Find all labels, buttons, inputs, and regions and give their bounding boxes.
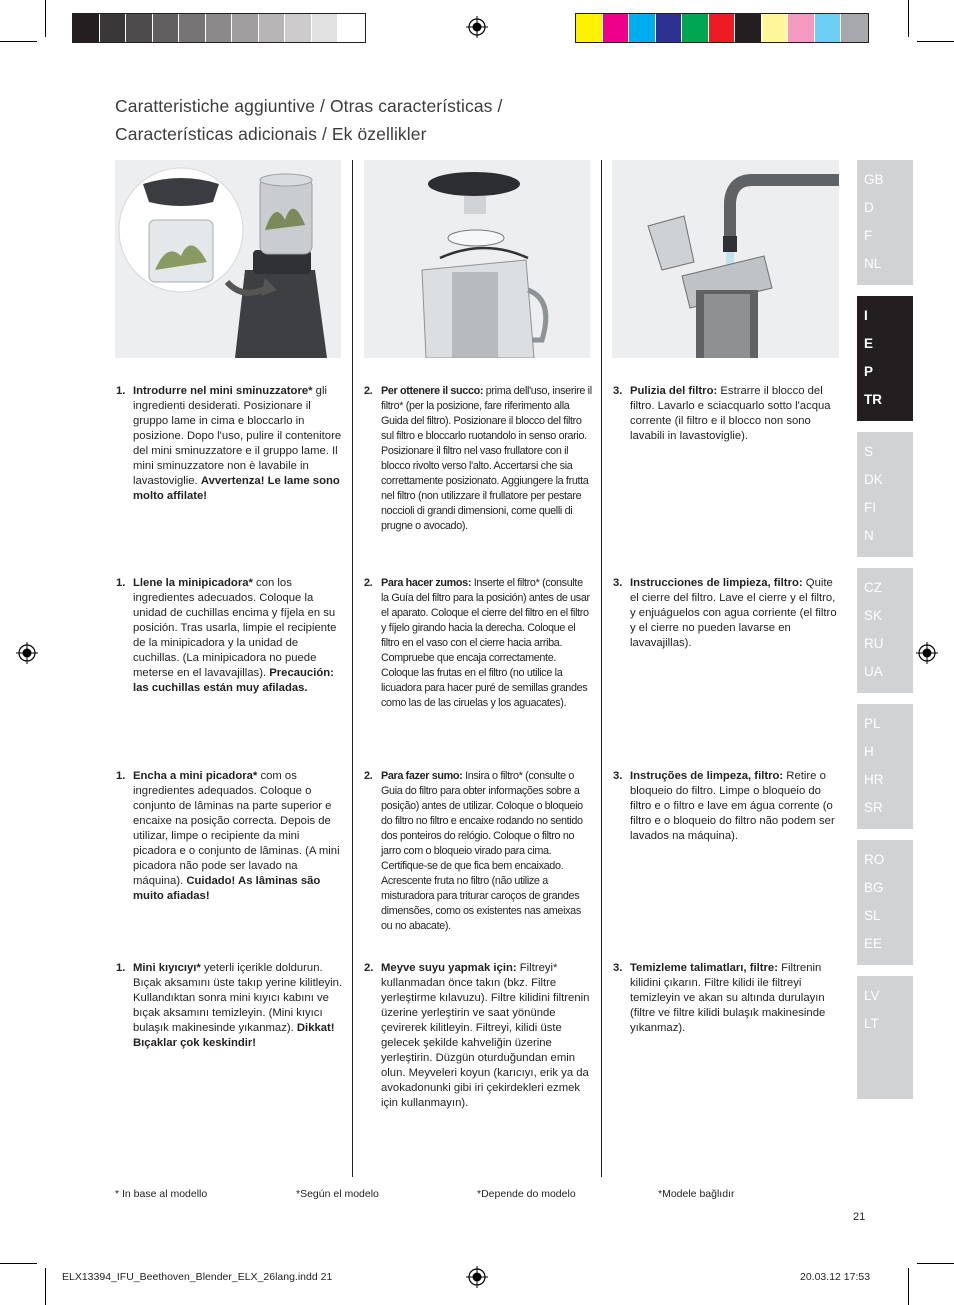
language-tab-group-6[interactable] bbox=[857, 840, 913, 965]
color-swatch bbox=[603, 14, 630, 42]
footnote-it: * In base al modello bbox=[115, 1188, 208, 1200]
gray-swatch bbox=[100, 14, 127, 42]
language-code: TR bbox=[864, 392, 882, 407]
language-code: P bbox=[864, 364, 874, 379]
gray-swatch bbox=[73, 14, 100, 42]
language-code: F bbox=[864, 228, 873, 243]
instruction-it-3: 3. Pulizia del filtro: Estrarre il blocco del filtro. Lavarlo e sciacquarlo sotto l'acqua corrente (il filtro e il blocco non sono lavabili in lavastoviglie). bbox=[613, 385, 831, 442]
crop-mark bbox=[917, 1263, 954, 1264]
column-separator bbox=[352, 160, 353, 1177]
color-swatch bbox=[656, 14, 683, 42]
language-tab-group-2-active[interactable] bbox=[857, 296, 913, 421]
gray-swatch bbox=[259, 14, 286, 42]
footnote-tr: *Modele bağlıdır bbox=[658, 1188, 735, 1200]
instruction-tr-1: 1. Mini kıyıcıyı* yeterli içerikle doldurun. Bıçak aksamını üste takıp yerine kilitleyin. Kullandıktan sonra mini kıyıcı kabını ve bıçak aksamını temizleyin. (Mini kıyıcı bulaşık makinesinde yıkanmaz). Dikkat! Bıçaklar çok keskindir! bbox=[116, 962, 343, 1049]
filter-cleaning-image bbox=[612, 160, 839, 358]
language-code: CZ bbox=[864, 580, 882, 595]
instruction-pt-1: 1. Encha a mini picadora* com os ingredientes adequados. Coloque o conjunto de lâminas na parte superior e encaixe na posição correcta. Depois de utilizar, limpe o recipiente da mini picadora e o conjunto de lâminas. (A mini picadora não pode ser lavado na máquina). Cuidado! As lâminas são muito afiadas! bbox=[116, 770, 340, 902]
registration-mark-icon bbox=[16, 642, 38, 664]
language-tab-group-4[interactable] bbox=[857, 568, 913, 693]
color-swatch bbox=[815, 14, 842, 42]
column-separator bbox=[601, 160, 602, 1177]
instruction-es-2: 2. Para hacer zumos: Inserte el filtro* (consulte la Guía del filtro para la posición) antes de usar el aparato. Coloque el cierre del filtro en el filtro y fíjelo girando hacia la derecha. Coloque el filtro en el vaso con el cierre hacia arriba. Compruebe que encaja correctamente. Coloque las frutas en el filtro (no utilice la licuadora para hacer puré de semillas grandes como las de las ciruelas y los aguacates). bbox=[364, 577, 590, 709]
language-tab-group-3[interactable] bbox=[857, 432, 913, 557]
instruction-it-1: 1. Introdurre nel mini sminuzzatore* gli ingredienti desiderati. Posizionare il gruppo lame in cima e bloccarlo in posizione. Dopo l'uso, pulire il contenitore del mini sminuzzatore e il gruppo lame. Il mini sminuzzatore non è lavabile in lavastoviglie. Avvertenza! Le lame sono molto affilate! bbox=[116, 385, 342, 502]
language-code: N bbox=[864, 528, 874, 543]
slug-filename: ELX13394_IFU_Beethoven_Blender_ELX_26lang.indd 21 bbox=[62, 1271, 333, 1283]
language-code: H bbox=[864, 744, 874, 759]
gray-swatch bbox=[312, 14, 339, 42]
gray-swatch bbox=[153, 14, 180, 42]
language-tab-group-1[interactable] bbox=[857, 160, 913, 285]
color-swatch bbox=[788, 14, 815, 42]
crop-mark bbox=[0, 1263, 37, 1264]
grayscale-calibration-bar bbox=[72, 13, 366, 43]
language-tab-group-5[interactable] bbox=[857, 704, 913, 829]
gray-swatch bbox=[232, 14, 259, 42]
instruction-tr-3: 3. Temizleme talimatları, filtre: Filtrenin kilidini çıkarın. Filtre kilidi ile filtreyi temizleyin ve akan su altında durulayın (filtre ve filtre kilidi bulaşık makinesinde yıkanmaz). bbox=[613, 962, 826, 1034]
page-number: 21 bbox=[853, 1211, 866, 1223]
language-code: RU bbox=[864, 636, 884, 651]
footnote-pt: *Depende do modelo bbox=[477, 1188, 576, 1200]
gray-swatch bbox=[126, 14, 153, 42]
language-code: UA bbox=[864, 664, 883, 679]
language-code: GB bbox=[864, 172, 884, 187]
crop-mark bbox=[0, 41, 37, 42]
language-code: SL bbox=[864, 908, 881, 923]
gray-swatch bbox=[285, 14, 312, 42]
language-code: DK bbox=[864, 472, 883, 487]
language-code: S bbox=[864, 444, 874, 459]
slug-date: 20.03.12 17:53 bbox=[800, 1271, 871, 1283]
language-code: SR bbox=[864, 800, 883, 815]
gray-swatch bbox=[206, 14, 233, 42]
language-code: EE bbox=[864, 936, 883, 951]
color-swatch bbox=[629, 14, 656, 42]
color-calibration-bar bbox=[575, 13, 869, 43]
language-code: PL bbox=[864, 716, 881, 731]
language-code: HR bbox=[864, 772, 884, 787]
registration-mark-icon bbox=[466, 1266, 488, 1288]
crop-mark bbox=[917, 41, 954, 42]
crop-mark bbox=[908, 0, 909, 37]
language-code: LT bbox=[864, 1016, 879, 1031]
language-code: LV bbox=[864, 988, 880, 1003]
language-code: BG bbox=[864, 880, 884, 895]
language-code: FI bbox=[864, 500, 876, 515]
language-code: SK bbox=[864, 608, 883, 623]
page-title-line-1: Caratteristiche aggiuntive / Otras características / bbox=[115, 96, 503, 116]
gray-swatch bbox=[338, 14, 365, 42]
juicer-filter-image bbox=[364, 160, 590, 358]
color-swatch bbox=[841, 14, 868, 42]
footnote-es: *Según el modelo bbox=[296, 1188, 379, 1200]
instruction-pt-2: 2. Para fazer sumo: Insira o filtro* (consulte o Guia do filtro para obter informações sobre a posição) antes de utilizar. Coloque o bloqueio do filtro no filtro e encaixe rodando no sentido dos ponteiros do relógio. Coloque o filtro no jarro com o bloqueio virado para cima. Certifique-se de que fica bem encaixado. Acrescente fruta no filtro (não utilize a misturadora para triturar caroços de grandes dimensões, como os existentes nas ameixas ou no abacate). bbox=[364, 770, 583, 932]
crop-mark bbox=[908, 1268, 909, 1305]
language-code: D bbox=[864, 200, 874, 215]
crop-mark bbox=[45, 1268, 46, 1305]
instruction-es-1: 1. Llene la minipicadora* con los ingredientes adecuados. Coloque la unidad de cuchillas encima y fíjela en su posición. Tras usarla, limpie el recipiente de la minipicadora y la unidad de cuchillas. (La minipicadora no puede meterse en el lavavajillas). Precaución: las cuchillas están muy afiladas. bbox=[116, 577, 337, 694]
language-code: E bbox=[864, 336, 874, 351]
instruction-tr-2: 2. Meyve suyu yapmak için: Filtreyi* kullanmadan önce takın (bkz. Filtre yerleştirme kılavuzu). Filtre kilidini filtrenin üzerine yerleştirin ve saat yönünde çevirerek kilitleyin. Filtreyi, kilidi üste gelecek şekilde kahveliğin üzerine yerleştirin. Düzgün oturduğundan emin olun. Meyveleri koyun (karıcıyı, erik ya da avokadonunki gibi iri çekirdekleri ezmek için kullanmayın). bbox=[364, 962, 590, 1109]
instruction-es-3: 3. Instrucciones de limpieza, filtro: Quite el cierre del filtro. Lave el cierre y el filtro, y enjuáguelos con agua corriente (el filtro y el cierre no pueden lavarse en lavavajillas). bbox=[613, 577, 837, 649]
crop-mark bbox=[45, 0, 46, 37]
color-swatch bbox=[682, 14, 709, 42]
gray-swatch bbox=[179, 14, 206, 42]
color-swatch bbox=[576, 14, 603, 42]
language-tab-group-7[interactable] bbox=[857, 976, 913, 1099]
registration-mark-icon bbox=[466, 16, 488, 38]
color-swatch bbox=[735, 14, 762, 42]
instruction-it-2: 2. Per ottenere il succo: prima dell'uso, inserire il filtro* (per la posizione, fare riferimento alla Guida del filtro). Posizionare il blocco del filtro sul filtro e bloccarlo ruotandolo in senso orario. Posizionare il filtro nel vaso frullatore con il blocco rivolto verso l'alto. Accertarsi che sia correttamente posizionato. Aggiungere la frutta nel filtro (non utilizzare il frullatore per pestare noccioli di grandi dimensioni, come quelli di prugne o avocado). bbox=[364, 385, 592, 532]
registration-mark-icon bbox=[916, 642, 938, 664]
mini-chopper-image bbox=[115, 160, 341, 358]
language-code: NL bbox=[864, 256, 882, 271]
color-swatch bbox=[762, 14, 789, 42]
language-code: I bbox=[864, 308, 868, 323]
instruction-pt-3: 3. Instruções de limpeza, filtro: Retire o bloqueio do filtro. Limpe o bloqueio do filtro e o filtro e lave em água corrente (o filtro e o bloqueio do filtro não podem ser lavados na máquina). bbox=[613, 770, 835, 842]
language-code: RO bbox=[864, 852, 885, 867]
color-swatch bbox=[709, 14, 736, 42]
page-title-line-2: Características adicionais / Ek özellikler bbox=[115, 124, 427, 144]
